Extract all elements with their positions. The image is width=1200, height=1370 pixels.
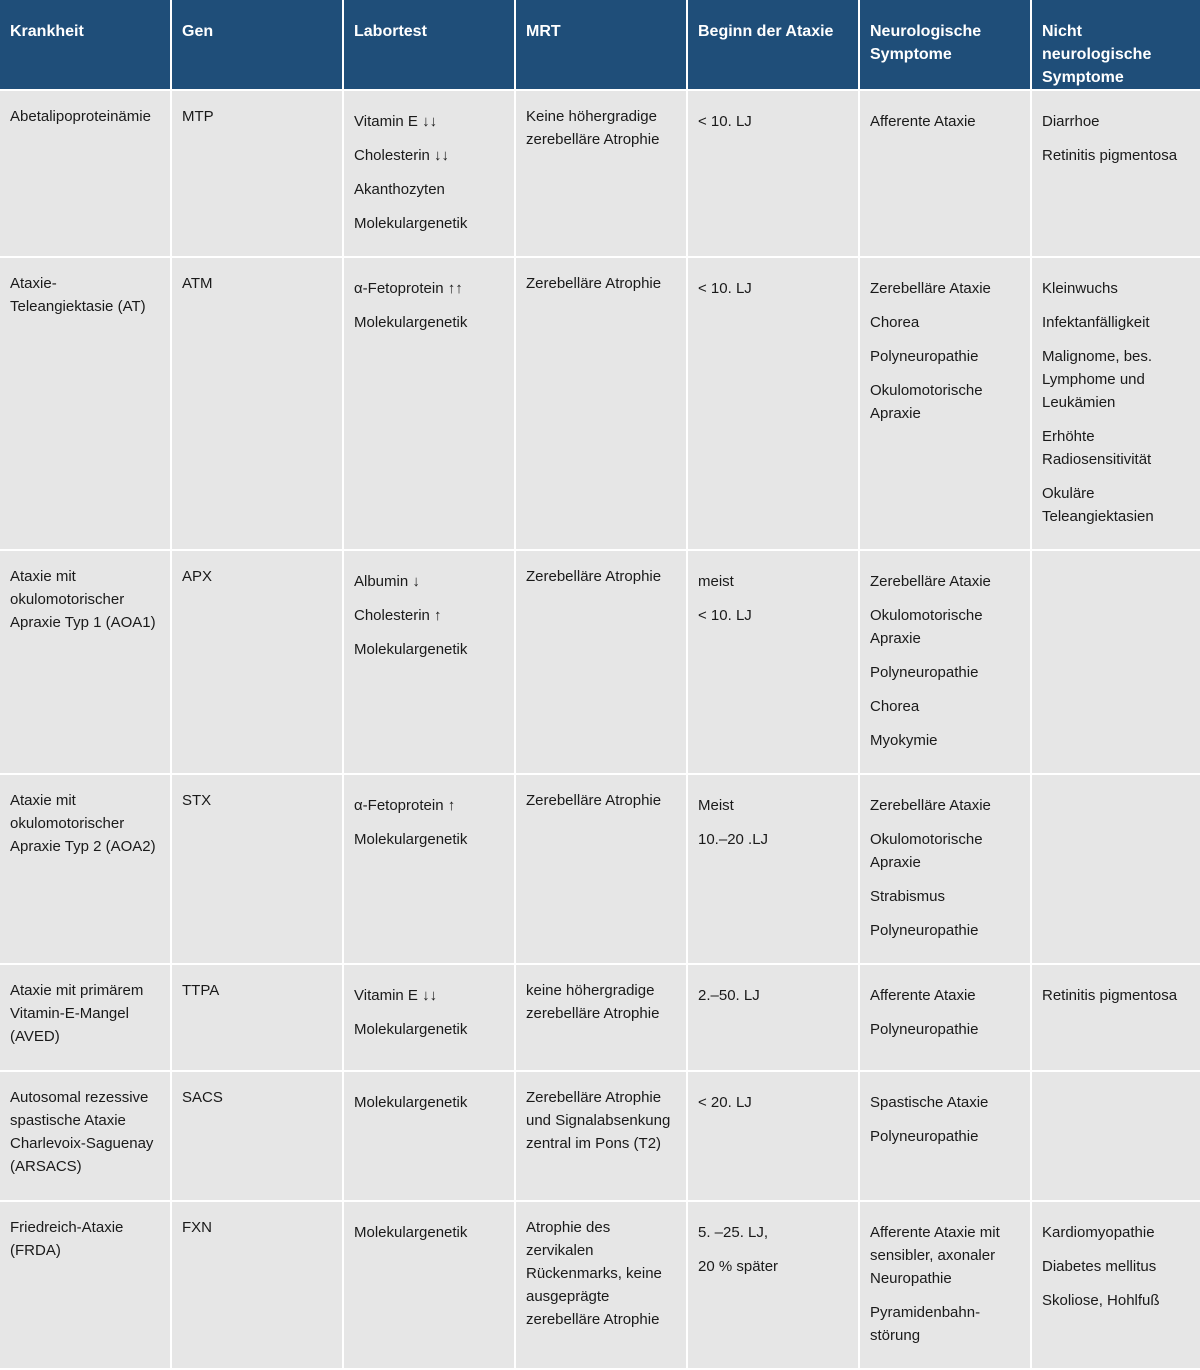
neuro-symptoms-list	[870, 277, 1020, 425]
table-row	[0, 775, 1200, 965]
onset-cell	[688, 1072, 860, 1202]
list-item: Molekulargenetik	[354, 831, 468, 848]
list-item: Polyneuropathie	[870, 348, 979, 365]
mri-text: Zerebelläre Atrophie	[526, 568, 662, 585]
neuro-symptoms-cell	[860, 775, 1032, 965]
labtest-cell	[344, 1202, 516, 1370]
list-item: < 10. LJ	[698, 280, 752, 297]
list-item: Cholesterin ↓↓	[354, 147, 450, 164]
list-item: Molekulargenetik	[354, 1224, 468, 1241]
neuro-symptoms-cell	[860, 1202, 1032, 1370]
disease-cell	[0, 1202, 172, 1370]
labtest-cell	[344, 91, 516, 258]
list-item: meist	[698, 573, 734, 590]
gene-cell	[172, 1072, 344, 1202]
gene-cell	[172, 775, 344, 965]
neuro-symptoms-cell	[860, 91, 1032, 258]
labtest-list	[354, 794, 504, 851]
list-item: Okulomotorische Apraxie	[870, 831, 983, 871]
list-item: Myokymie	[870, 732, 938, 749]
gene-cell	[172, 965, 344, 1072]
list-item: 5. –25. LJ,	[698, 1224, 769, 1241]
neuro-symptoms-cell	[860, 551, 1032, 775]
list-item: Zerebelläre Ataxie	[870, 573, 991, 590]
mri-cell	[516, 965, 688, 1072]
gene-text: STX	[182, 792, 212, 809]
header-mrt: MRT	[516, 0, 688, 91]
table-row	[0, 1072, 1200, 1202]
labtest-cell	[344, 258, 516, 551]
mri-text: Atrophie des zervikalen Rückenmarks, keine ausgeprägte zerebelläre Atrophie	[526, 1219, 662, 1328]
list-item: Polyneuropathie	[870, 1021, 979, 1038]
onset-list	[698, 570, 848, 627]
list-item: Meist	[698, 797, 734, 814]
list-item: Afferente Ataxie mit sensibler, axonaler Neuropathie	[870, 1224, 1000, 1287]
non-neuro-symptoms-cell	[1032, 1202, 1200, 1370]
disease-text: Ataxie mit primärem Vitamin-E-Mangel (AVED)	[10, 982, 144, 1045]
list-item: Strabismus	[870, 888, 946, 905]
onset-cell	[688, 258, 860, 551]
non-neuro-symptoms-list	[1042, 277, 1190, 528]
gene-text: FXN	[182, 1219, 212, 1236]
disease-text: Ataxie mit okulomotorischer Apraxie Typ 2 (AOA2)	[10, 792, 156, 855]
list-item: Molekulargenetik	[354, 1094, 468, 1111]
onset-list	[698, 984, 848, 1007]
labtest-list	[354, 984, 504, 1041]
list-item: Retinitis pigmentosa	[1042, 987, 1178, 1004]
list-item: Skoliose, Hohlfuß	[1042, 1292, 1160, 1309]
list-item: Diarrhoe	[1042, 113, 1100, 130]
disease-text: Ataxie mit okulomotorischer Apraxie Typ 1 (AOA1)	[10, 568, 156, 631]
list-item: Albumin ↓	[354, 573, 420, 590]
list-item: Molekulargenetik	[354, 215, 468, 232]
onset-cell	[688, 775, 860, 965]
disease-cell	[0, 551, 172, 775]
list-item: Chorea	[870, 314, 920, 331]
header-nicht-neuro: Nicht neurologische Symptome	[1032, 0, 1200, 91]
list-item: 10.–20 .LJ	[698, 831, 769, 848]
labtest-cell	[344, 551, 516, 775]
list-item: Molekulargenetik	[354, 1021, 468, 1038]
disease-cell	[0, 91, 172, 258]
onset-list	[698, 1091, 848, 1114]
labtest-list	[354, 1221, 504, 1244]
mri-text: Zerebelläre Atrophie	[526, 792, 662, 809]
onset-list	[698, 794, 848, 851]
header-labortest: Labortest	[344, 0, 516, 91]
disease-text: Ataxie-Teleangiektasie (AT)	[10, 275, 146, 315]
non-neuro-symptoms-cell	[1032, 258, 1200, 551]
mri-text: Keine höhergradige zerebelläre Atrophie	[526, 108, 660, 148]
disease-text: Autosomal rezessive spastische Ataxie Charlevoix-Saguenay (ARSACS)	[10, 1089, 154, 1175]
mri-cell	[516, 775, 688, 965]
mri-text: Zerebelläre Atrophie	[526, 275, 662, 292]
header-neuro: Neurologische Symptome	[860, 0, 1032, 91]
onset-cell	[688, 551, 860, 775]
list-item: α-Fetoprotein ↑↑	[354, 280, 463, 297]
disease-cell	[0, 965, 172, 1072]
mri-text: keine höhergradige zerebelläre Atrophie	[526, 982, 660, 1022]
list-item: Vitamin E ↓↓	[354, 987, 438, 1004]
list-item: Chorea	[870, 698, 920, 715]
non-neuro-symptoms-cell	[1032, 551, 1200, 775]
disease-text: Abetalipoproteinämie	[10, 108, 151, 125]
table-row	[0, 965, 1200, 1072]
disease-text: Friedreich-Ataxie (FRDA)	[10, 1219, 124, 1259]
disease-cell	[0, 775, 172, 965]
list-item: Polyneuropathie	[870, 922, 979, 939]
neuro-symptoms-list	[870, 794, 1020, 942]
non-neuro-symptoms-cell	[1032, 775, 1200, 965]
list-item: Spastische Ataxie	[870, 1094, 989, 1111]
list-item: Kardiomyopathie	[1042, 1224, 1155, 1241]
neuro-symptoms-cell	[860, 1072, 1032, 1202]
list-item: Molekulargenetik	[354, 641, 468, 658]
list-item: Okuläre Teleangiektasien	[1042, 485, 1154, 525]
list-item: Zerebelläre Ataxie	[870, 280, 991, 297]
disease-cell	[0, 1072, 172, 1202]
list-item: Kleinwuchs	[1042, 280, 1118, 297]
list-item: Zerebelläre Ataxie	[870, 797, 991, 814]
non-neuro-symptoms-cell	[1032, 91, 1200, 258]
gene-text: ATM	[182, 275, 213, 292]
non-neuro-symptoms-list	[1042, 984, 1190, 1007]
neuro-symptoms-cell	[860, 965, 1032, 1072]
gene-cell	[172, 258, 344, 551]
onset-list	[698, 277, 848, 300]
list-item: Okulomotorische Apraxie	[870, 382, 983, 422]
onset-cell	[688, 91, 860, 258]
list-item: Okulomotorische Apraxie	[870, 607, 983, 647]
neuro-symptoms-list	[870, 1091, 1020, 1148]
table-row	[0, 551, 1200, 775]
list-item: < 20. LJ	[698, 1094, 752, 1111]
neuro-symptoms-list	[870, 1221, 1020, 1347]
mri-text: Zerebelläre Atrophie und Signalabsenkung zentral im Pons (T2)	[526, 1089, 671, 1152]
table-row	[0, 91, 1200, 258]
disease-cell	[0, 258, 172, 551]
onset-cell	[688, 965, 860, 1072]
list-item: Molekulargenetik	[354, 314, 468, 331]
gene-cell	[172, 91, 344, 258]
labtest-list	[354, 570, 504, 661]
gene-text: MTP	[182, 108, 214, 125]
labtest-cell	[344, 1072, 516, 1202]
list-item: 20 % später	[698, 1258, 779, 1275]
onset-cell	[688, 1202, 860, 1370]
gene-cell	[172, 551, 344, 775]
list-item: Retinitis pigmentosa	[1042, 147, 1178, 164]
neuro-symptoms-cell	[860, 258, 1032, 551]
non-neuro-symptoms-list	[1042, 1221, 1190, 1312]
gene-text: APX	[182, 568, 213, 585]
labtest-list	[354, 277, 504, 334]
list-item: Erhöhte Radiosensitivität	[1042, 428, 1152, 468]
neuro-symptoms-list	[870, 110, 1020, 133]
gene-text: SACS	[182, 1089, 223, 1106]
list-item: Infektanfälligkeit	[1042, 314, 1150, 331]
list-item: Polyneuropathie	[870, 1128, 979, 1145]
mri-cell	[516, 1072, 688, 1202]
list-item: Diabetes mellitus	[1042, 1258, 1157, 1275]
header-beginn: Beginn der Ataxie	[688, 0, 860, 91]
labtest-list	[354, 110, 504, 235]
onset-list	[698, 1221, 848, 1278]
header-gen: Gen	[172, 0, 344, 91]
list-item: Pyramidenbahn-störung	[870, 1304, 981, 1344]
list-item: α-Fetoprotein ↑	[354, 797, 456, 814]
non-neuro-symptoms-list	[1042, 110, 1190, 167]
labtest-cell	[344, 775, 516, 965]
list-item: Afferente Ataxie	[870, 987, 976, 1004]
mri-cell	[516, 91, 688, 258]
list-item: 2.–50. LJ	[698, 987, 760, 1004]
list-item: Akanthozyten	[354, 181, 445, 198]
list-item: < 10. LJ	[698, 607, 752, 624]
gene-text: TTPA	[182, 982, 220, 999]
table-body	[0, 91, 1200, 1370]
header-krankheit: Krankheit	[0, 0, 172, 91]
mri-cell	[516, 1202, 688, 1370]
list-item: Cholesterin ↑	[354, 607, 442, 624]
header-row	[0, 0, 1200, 91]
neuro-symptoms-list	[870, 984, 1020, 1041]
list-item: < 10. LJ	[698, 113, 752, 130]
labtest-list	[354, 1091, 504, 1114]
neuro-symptoms-list	[870, 570, 1020, 752]
onset-list	[698, 110, 848, 133]
table-row	[0, 258, 1200, 551]
mri-cell	[516, 551, 688, 775]
table-row	[0, 1202, 1200, 1370]
labtest-cell	[344, 965, 516, 1072]
list-item: Polyneuropathie	[870, 664, 979, 681]
list-item: Afferente Ataxie	[870, 113, 976, 130]
list-item: Malignome, bes. Lymphome und Leukämien	[1042, 348, 1153, 411]
mri-cell	[516, 258, 688, 551]
non-neuro-symptoms-cell	[1032, 965, 1200, 1072]
list-item: Vitamin E ↓↓	[354, 113, 438, 130]
non-neuro-symptoms-cell	[1032, 1072, 1200, 1202]
gene-cell	[172, 1202, 344, 1370]
